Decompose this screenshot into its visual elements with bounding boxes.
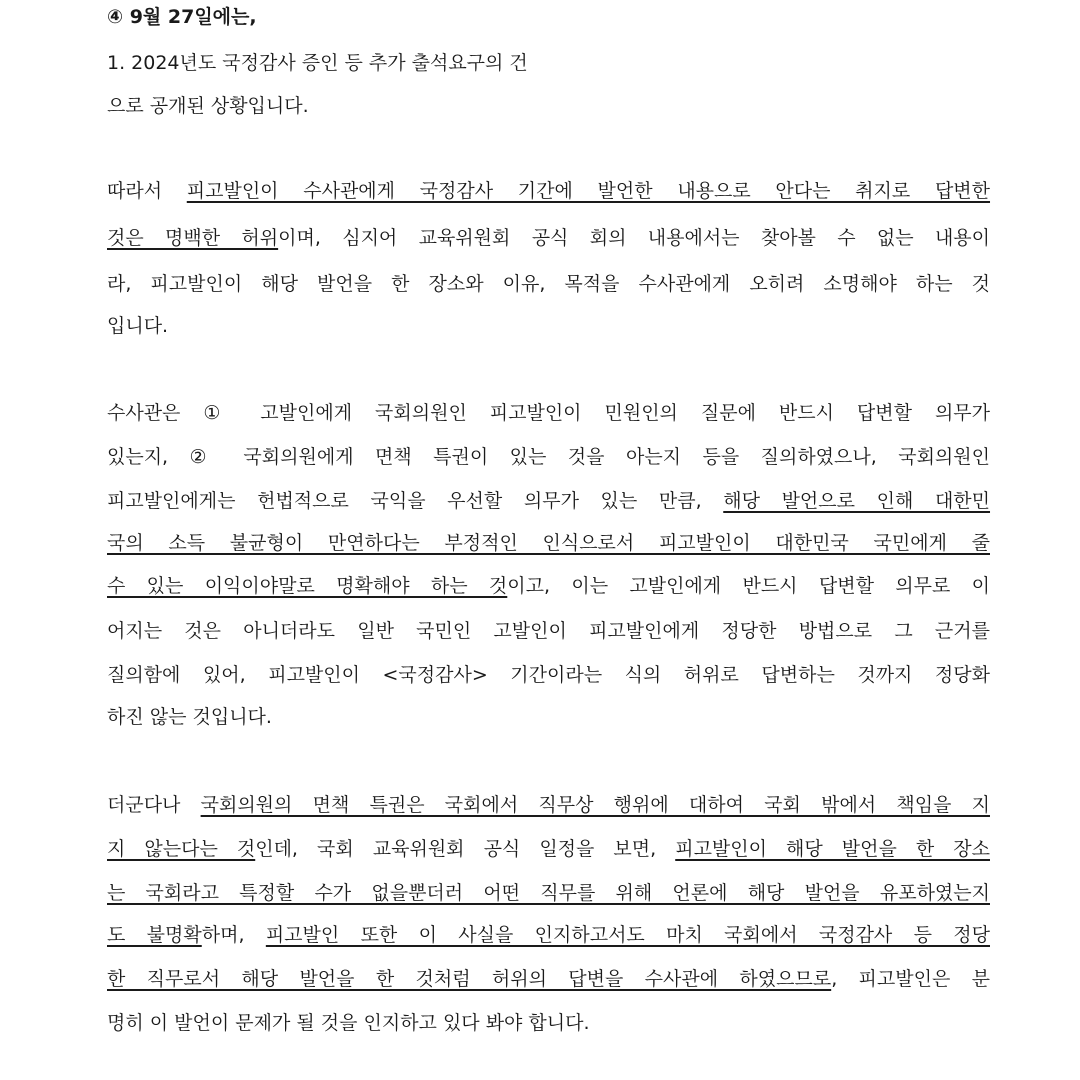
- text-segment: 따라서: [107, 180, 187, 202]
- text-line: [107, 922, 990, 948]
- underlined-text: 지 않는다는 것: [107, 838, 256, 860]
- text-segment: 인데, 국회 교육위원회 공식 일정을 보면,: [255, 838, 676, 860]
- text-segment: ④ 9월 27일에는,: [107, 6, 257, 28]
- text-segment: 라, 피고발인이 해당 발언을 한 장소와 이유, 목적을 수사관에게 오히려 소명해야 하는 것: [107, 273, 990, 295]
- text-line: [107, 880, 990, 906]
- text-segment: 더군다나: [107, 794, 201, 816]
- underlined-text: 피고발인이 해당 발언을 한 장소: [675, 838, 990, 860]
- text-line: [107, 662, 990, 688]
- underlined-text: 해당 발언으로 인해 대한민: [723, 490, 991, 512]
- text-line: [107, 1010, 990, 1036]
- text-segment: 하진 않는 것입니다.: [107, 706, 272, 728]
- text-line: [107, 50, 990, 76]
- text-line: [107, 704, 990, 730]
- underlined-text: 는 국회라고 특정할 수가 없을뿐더러 어떤 직무를 위해 언론에 해당 발언을 유포하였는지: [107, 882, 990, 904]
- text-segment: , 피고발인은 분: [831, 968, 990, 990]
- text-line: [107, 488, 990, 514]
- text-segment: 있는지, ② 국회의원에게 면책 특권이 있는 것을 아는지 등을 질의하였으나, 국회의원인: [107, 446, 990, 468]
- text-segment: 명히 이 발언이 문제가 될 것을 인지하고 있다 봐야 합니다.: [107, 1012, 590, 1034]
- text-line: [107, 792, 990, 818]
- underlined-text: 한 직무로서 해당 발언을 한 것처럼 허위의 답변을 수사관에 하였으므로: [107, 968, 832, 990]
- text-segment: 하며,: [201, 924, 266, 946]
- text-segment: 이며, 심지어 교육위원회 공식 회의 내용에서는 찾아볼 수 없는 내용이: [278, 227, 991, 249]
- text-line: [107, 400, 990, 426]
- text-segment: 수사관은 ① 고발인에게 국회의원인 피고발인이 민원인의 질문에 반드시 답변할 의무가: [107, 402, 990, 424]
- text-line: [107, 271, 990, 297]
- text-line: [107, 836, 990, 862]
- text-line: [107, 573, 990, 599]
- section-heading: [107, 4, 990, 30]
- text-segment: 어지는 것은 아니더라도 일반 국민인 고발인이 피고발인에게 정당한 방법으로 그 근거를: [107, 620, 990, 642]
- text-line: [107, 93, 990, 119]
- text-line: [107, 966, 990, 992]
- text-line: [107, 618, 990, 644]
- text-line: [107, 225, 990, 251]
- text-line: [107, 530, 990, 556]
- text-segment: 으로 공개된 상황입니다.: [107, 95, 309, 117]
- text-line: [107, 178, 990, 204]
- underlined-text: 수 있는 이익이야말로 명확해야 하는 것: [107, 575, 508, 597]
- text-segment: 피고발인에게는 헌법적으로 국익을 우선할 의무가 있는 만큼,: [107, 490, 724, 512]
- text-line: [107, 444, 990, 470]
- underlined-text: 도 불명확: [107, 924, 202, 946]
- underlined-text: 피고발인 또한 이 사실을 인지하고서도 마치 국회에서 국정감사 등 정당: [265, 924, 990, 946]
- underlined-text: 것은 명백한 허위: [107, 227, 279, 249]
- underlined-text: 국의 소득 불균형이 만연하다는 부정적인 인식으로서 피고발인이 대한민국 국민에게 줄: [107, 532, 990, 554]
- underlined-text: 국회의원의 면책 특권은 국회에서 직무상 행위에 대하여 국회 밖에서 책임을 지: [200, 794, 990, 816]
- text-segment: 1. 2024년도 국정감사 증인 등 추가 출석요구의 건: [107, 52, 528, 74]
- text-line: [107, 313, 990, 339]
- text-segment: 입니다.: [107, 315, 169, 337]
- text-segment: 이고, 이는 고발인에게 반드시 답변할 의무로 이: [507, 575, 990, 597]
- text-segment: 질의함에 있어, 피고발인이 <국정감사> 기간이라는 식의 허위로 답변하는 것까지 정당화: [107, 664, 990, 686]
- underlined-text: 피고발인이 수사관에게 국정감사 기간에 발언한 내용으로 안다는 취지로 답변한: [186, 180, 991, 202]
